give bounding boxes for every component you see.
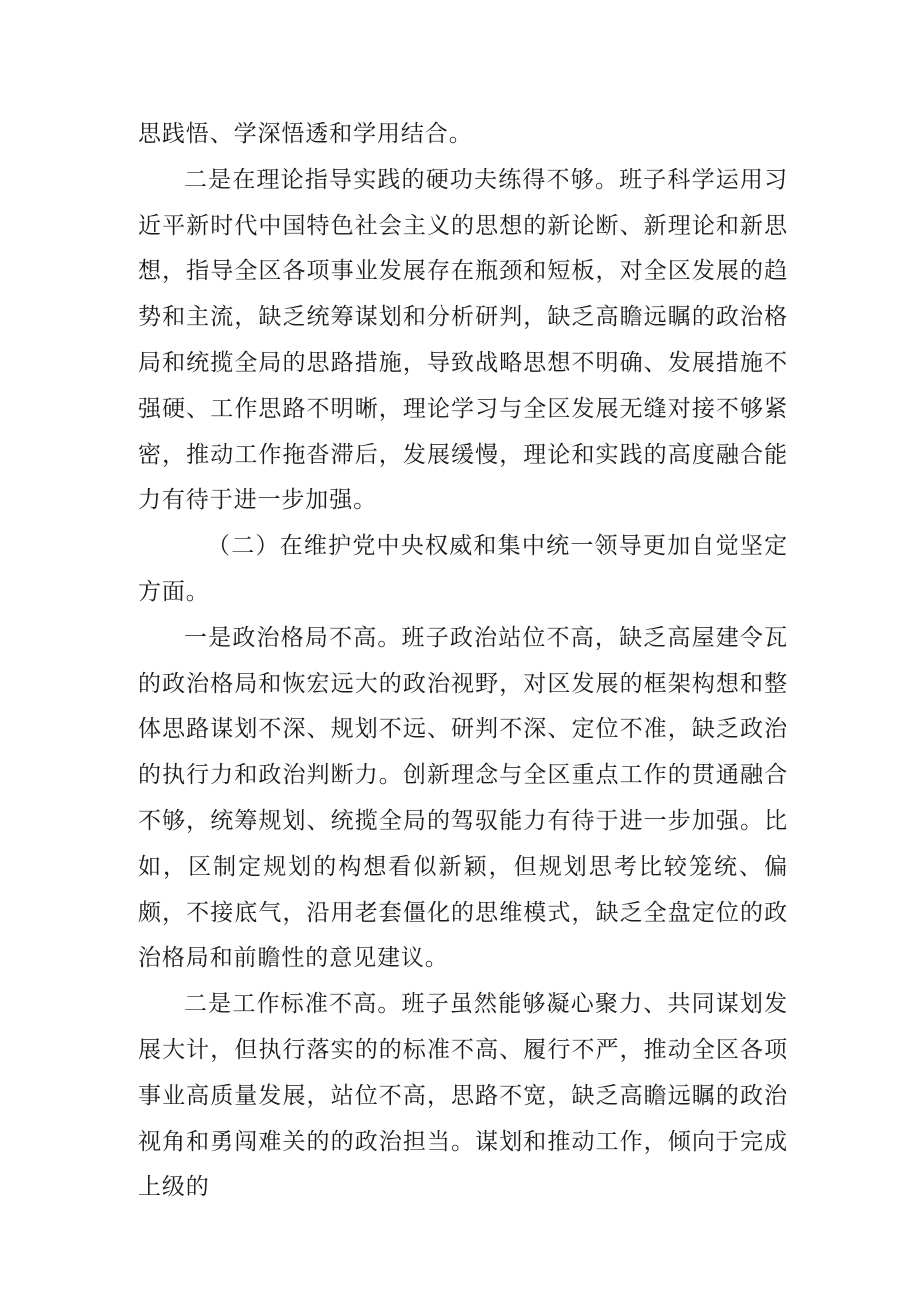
paragraph-work-standard: 二是工作标准不高。班子虽然能够凝心聚力、共同谋划发展大计，但执行落实的的标准不高、履行不严，推动全区各项事业高质量发展，站位不高，思路不宽，缺乏高瞻远瞩的政治视角和勇闯难关的的政治担当。谋划和推动工作，倾向于完成上级的 bbox=[138, 991, 788, 1201]
paragraph-continuation: 思践悟、学深悟透和学用结合。 bbox=[138, 121, 473, 147]
paragraph-political-pattern: 一是政治格局不高。班子政治站位不高，缺乏高屋建令瓦的政治格局和恢宏远大的政治视野，对区发展的框架构想和整体思路谋划不深、规划不远、研判不深、定位不准，缺乏政治的执行力和政治判断力。创新理念与全区重点工作的贯通融合不够，统筹规划、统揽全局的驾驭能力有待于进一步加强。比如，区制定规划的构想看似新颖，但规划思考比较笼统、偏颇，不接底气，沿用老套僵化的思维模式，缺乏全盘定位的政治格局和前瞻性的意见建议。 bbox=[138, 624, 788, 972]
paragraph-theory-practice: 二是在理论指导实践的硬功夫练得不够。班子科学运用习近平新时代中国特色社会主义的思想的新论断、新理论和新思想，指导全区各项事业发展存在瓶颈和短板，对全区发展的趋势和主流，缺乏统筹谋划和分析研判，缺乏高瞻远瞩的政治格局和统揽全局的思路措施，导致战略思想不明确、发展措施不强硬、工作思路不明晰，理论学习与全区发展无缝对接不够紧密，推动工作拖沓滞后，发展缓慢，理论和实践的高度融合能力有待于进一步加强。 bbox=[138, 166, 788, 514]
document-body bbox=[138, 112, 788, 1211]
section-heading: （二）在维护党中央权威和集中统一领导更加自觉坚定方面。 bbox=[138, 533, 788, 605]
